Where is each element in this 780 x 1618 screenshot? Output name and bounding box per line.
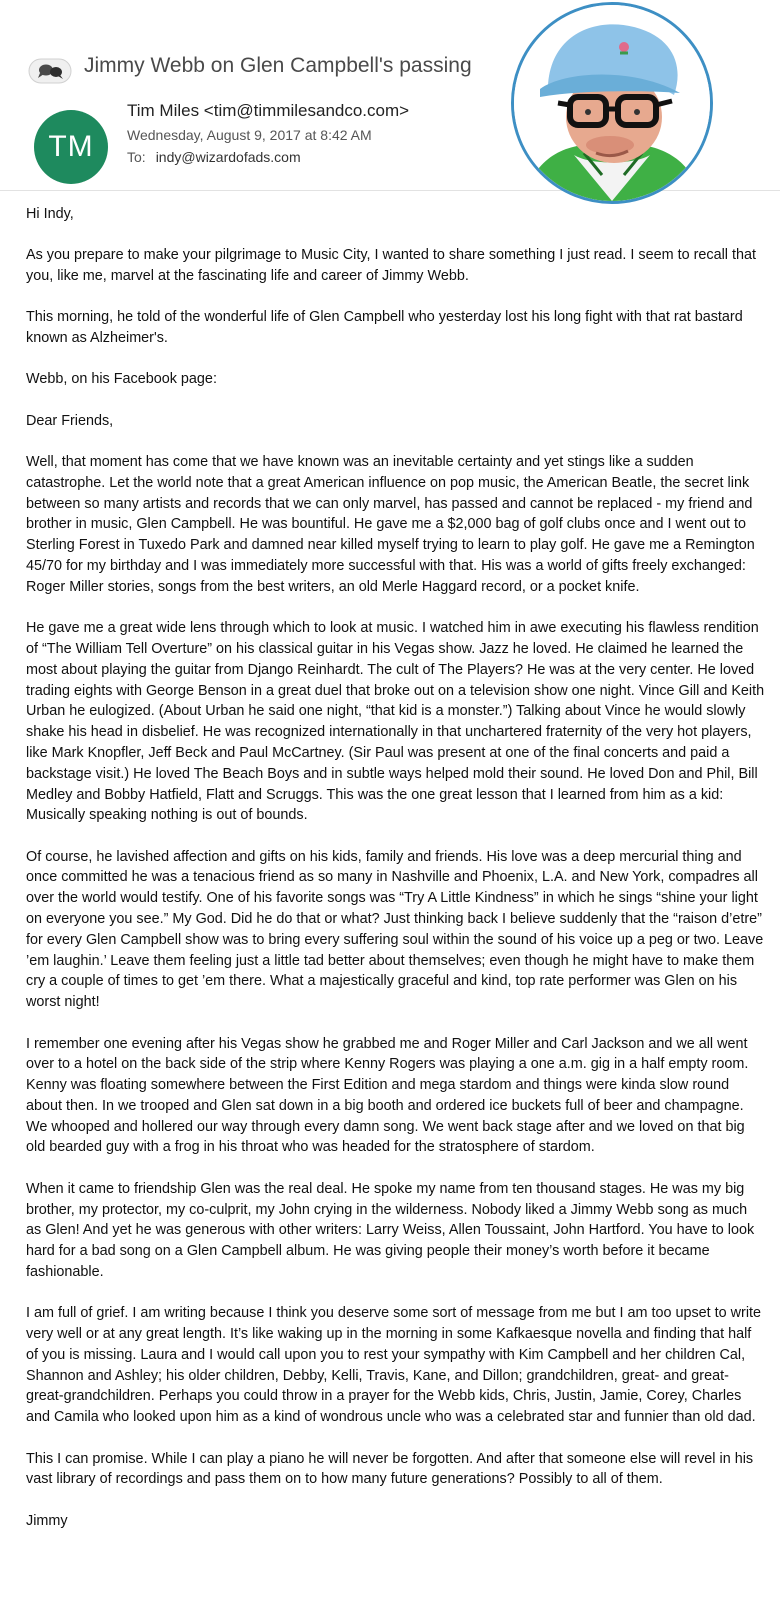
body-paragraph: As you prepare to make your pilgrimage to Music City, I wanted to share something I just read. I seem to recall that you, like me, marvel at the fascinating life and career of Jimmy Webb. bbox=[26, 247, 756, 285]
body-paragraph: Webb, on his Facebook page: bbox=[26, 371, 217, 388]
greeting: Hi Indy, bbox=[26, 206, 74, 222]
quote-paragraph: Well, that moment has come that we have known was an inevitable certainty and yet stings like a sudden catastrophe. Let the world note that a great American influence on pop music, the American Beatle, the secret link between so many artists and records that we can only marvel, has passed and cannot be replaced - my friend and brother in music, Glen Campbell. He was bountiful. He gave me a $2,000 bag of golf clubs once and I went out to Sterling Forest in Tuxedo Park and damned near killed myself trying to learn to play golf. He gave me a Remington 45/70 for my birthday and I was immediately more successful with that. His was a world of gifts freely exchanged: Roger Miller stories, songs from the best writers, an old Merle Haggard record, or a pocket knife. bbox=[26, 454, 755, 595]
email-date: Wednesday, August 9, 2017 at 8:42 AM bbox=[127, 127, 372, 143]
email-header bbox=[0, 0, 780, 191]
body-paragraph: This morning, he told of the wonderful life of Glen Campbell who yesterday lost his long fight with that rat bastard known as Alzheimer's. bbox=[26, 309, 743, 347]
recipient-address[interactable]: indy@wizardofads.com bbox=[155, 149, 301, 165]
sender-name[interactable]: Tim Miles <tim@timmilesandco.com> bbox=[127, 101, 410, 120]
quote-paragraph: I am full of grief. I am writing because I think you deserve some sort of message from me but I am too upset to write very well or at any great length. It’s like waking up in the morning in some Kafkaesque novella and finding that half of you is missing. Laura and I would call upon you to rest your sympathy with Kim Campbell and her children Cal, Shannon and Ashley; his older children, Debby, Kelli, Travis, Kane, and Dillon; grandchildren, great- and great-great-grandchildren. Perhaps you could throw in a prayer for the Webb kids, Chris, Justin, Jamie, Corey, Charles and Camila who looked upon him as a kind of wondrous uncle who was a celebrated star and funnier than old dad. bbox=[26, 1305, 762, 1426]
signature: Jimmy bbox=[26, 1512, 68, 1529]
quote-paragraph: When it came to friendship Glen was the real deal. He spoke my name from ten thousand stages. He was my big brother, my protector, my co-culprit, my John crying in the wilderness. Nobody liked a Jimmy Webb song as much as Glen! And yet he was generous with other writers: Larry Weiss, Allen Toussaint, John Hartford. You have to look hard for a bad song on a Glen Campbell album. He was giving people their money’s worth before it became fashionable. bbox=[26, 1180, 755, 1280]
quote-salutation: Dear Friends, bbox=[26, 412, 114, 429]
quote-paragraph: This I can promise. While I can play a piano he will never be forgotten. And after that someone else will revel in his vast library of recordings and pass them on to how many future generations? Possibly to all of them. bbox=[26, 1450, 754, 1488]
sender-avatar: TM bbox=[34, 110, 108, 184]
email-subject: Jimmy Webb on Glen Campbell's passing bbox=[84, 54, 472, 77]
chat-bubbles-icon[interactable] bbox=[28, 58, 72, 84]
to-label: To: bbox=[127, 149, 146, 165]
recipient-line bbox=[127, 149, 301, 165]
email-body bbox=[26, 204, 766, 1531]
quote-paragraph: He gave me a great wide lens through which to look at music. I watched him in awe executing his flawless rendition of “The William Tell Overture” on his classical guitar in his Vegas show. Jazz he loved. He claimed he learned the most about playing the guitar from Django Reinhardt. The cult of The Players? He was at the very center. He loved trading eights with George Benson in a great duel that broke out on a television show one night. Vince Gill and Keith Urban he eulogized. (About Urban he said one night, “that kid is a monster.”) Talking about Vince he would slowly shake his head in disbelief. He was recognized internationally in that unchartered fraternity of the very hot players, like Mark Knopfler, Jeff Beck and Paul McCartney. (Sir Paul was present at one of the final concerts and paid a backstage visit.) He loved The Beach Boys and in subtle ways helped mold their sound. He loved Don and Phil, Bill Medley and Bobby Hatfield, Flatt and Scruggs. This was the one great lesson that I learned from him as a kid: Musically speaking nothing is out of bounds. bbox=[26, 620, 765, 824]
quote-paragraph: I remember one evening after his Vegas show he grabbed me and Roger Miller and Carl Jackson and we all went over to a hotel on the back side of the strip where Kenny Rogers was playing a one a.m. gig in a half empty room. Kenny was floating somewhere between the First Edition and mega stardom and things were kinda slow round about then. In we trooped and Glen sat down in a big booth and ordered ice buckets full of beer and champagne. We whooped and hollered our way through every damn song. We went back stage after and we loved on that big old bearded guy with a frog in his throat who was headed for the stratosphere of stardom. bbox=[26, 1035, 749, 1156]
quote-paragraph: Of course, he lavished affection and gifts on his kids, family and friends. His love was a deep mercurial thing and once committed he was a tenacious friend as so many in Nashville and Phoenix, L.A. and New York, compadres all over the world would testify. One of his favorite songs was “Try A Little Kindness” in which he sings “shine your light on everyone you see.” My God. Did he do that or what? Just thinking back I believe suddenly that the “raison d’etre” for every Glen Campbell show was to bring every suffering soul within the sound of his voice up a peg or two. Leave ’em laughin.’ Leave them feeling just a little tad better about themselves; even though he might have to make them cry a couple of times to get ’em there. What a majestically graceful and kind, top rate performer was Glen on his worst night! bbox=[26, 848, 764, 1011]
sender-photo bbox=[511, 2, 713, 204]
